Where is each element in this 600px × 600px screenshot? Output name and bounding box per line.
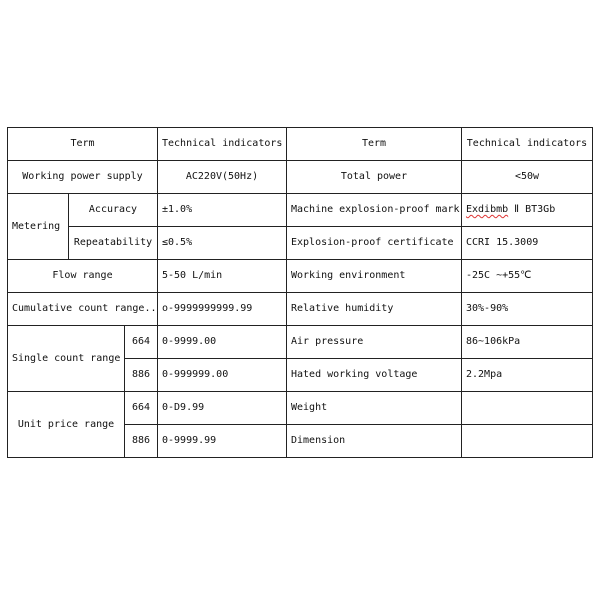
- spec-table: [7, 127, 593, 458]
- explosion-mark-class: Ⅱ BT3Gb: [508, 204, 556, 215]
- air-pressure-label: Air pressure: [287, 326, 462, 359]
- weight-label: Weight: [287, 392, 462, 425]
- explosion-mark-value: [462, 194, 593, 227]
- flow-range-label: Flow range: [8, 260, 158, 293]
- single-count-range-label: Single count range: [8, 326, 125, 392]
- working-power-supply-value: AC220V(50Hz): [158, 161, 287, 194]
- explosion-cert-label: Explosion-proof certificate: [287, 227, 462, 260]
- single-count-value-664: 0-9999.00: [158, 326, 287, 359]
- unit-price-sub-886: 886: [125, 425, 158, 458]
- repeatability-label: Repeatability: [69, 227, 158, 260]
- total-power-label: Total power: [287, 161, 462, 194]
- header-term-2: Term: [287, 128, 462, 161]
- table-row: [8, 293, 593, 326]
- flow-range-value: 5-50 L/min: [158, 260, 287, 293]
- rated-working-voltage-label: Hated working voltage: [287, 359, 462, 392]
- header-tech-1: Technical indicators: [158, 128, 287, 161]
- table-row: [8, 326, 593, 359]
- working-environment-label: Working environment: [287, 260, 462, 293]
- explosion-mark-label: Machine explosion-proof mark: [287, 194, 462, 227]
- header-tech-2: Technical indicators: [462, 128, 593, 161]
- table-row: [8, 392, 593, 425]
- weight-value: [462, 392, 593, 425]
- explosion-cert-value: CCRI 15.3009: [462, 227, 593, 260]
- header-term-1: Term: [8, 128, 158, 161]
- repeatability-value: ≤0.5%: [158, 227, 287, 260]
- table-row: [8, 194, 593, 227]
- metering-label: Metering: [8, 194, 69, 260]
- cumulative-count-range-label: Cumulative count range..: [8, 293, 158, 326]
- unit-price-value-886: 0-9999.99: [158, 425, 287, 458]
- table-row: [8, 227, 593, 260]
- table-row: [8, 260, 593, 293]
- unit-price-sub-664: 664: [125, 392, 158, 425]
- total-power-value: <50w: [462, 161, 593, 194]
- table-row: [8, 161, 593, 194]
- cumulative-count-range-value: o-9999999999.99: [158, 293, 287, 326]
- accuracy-value: ±1.0%: [158, 194, 287, 227]
- dimension-label: Dimension: [287, 425, 462, 458]
- table-row: [8, 128, 593, 161]
- unit-price-range-label: Unit price range: [8, 392, 125, 458]
- working-power-supply-label: Working power supply: [8, 161, 158, 194]
- single-count-sub-664: 664: [125, 326, 158, 359]
- explosion-mark-code: Exdibmb: [466, 204, 509, 215]
- relative-humidity-value: 30%-90%: [462, 293, 593, 326]
- rated-working-voltage-value: 2.2Mpa: [462, 359, 593, 392]
- single-count-sub-886: 886: [125, 359, 158, 392]
- unit-price-value-664: 0-D9.99: [158, 392, 287, 425]
- working-environment-value: -25C ~+55℃: [462, 260, 593, 293]
- relative-humidity-label: Relative humidity: [287, 293, 462, 326]
- single-count-value-886: 0-999999.00: [158, 359, 287, 392]
- air-pressure-value: 86~106kPa: [462, 326, 593, 359]
- accuracy-label: Accuracy: [69, 194, 158, 227]
- dimension-value: [462, 425, 593, 458]
